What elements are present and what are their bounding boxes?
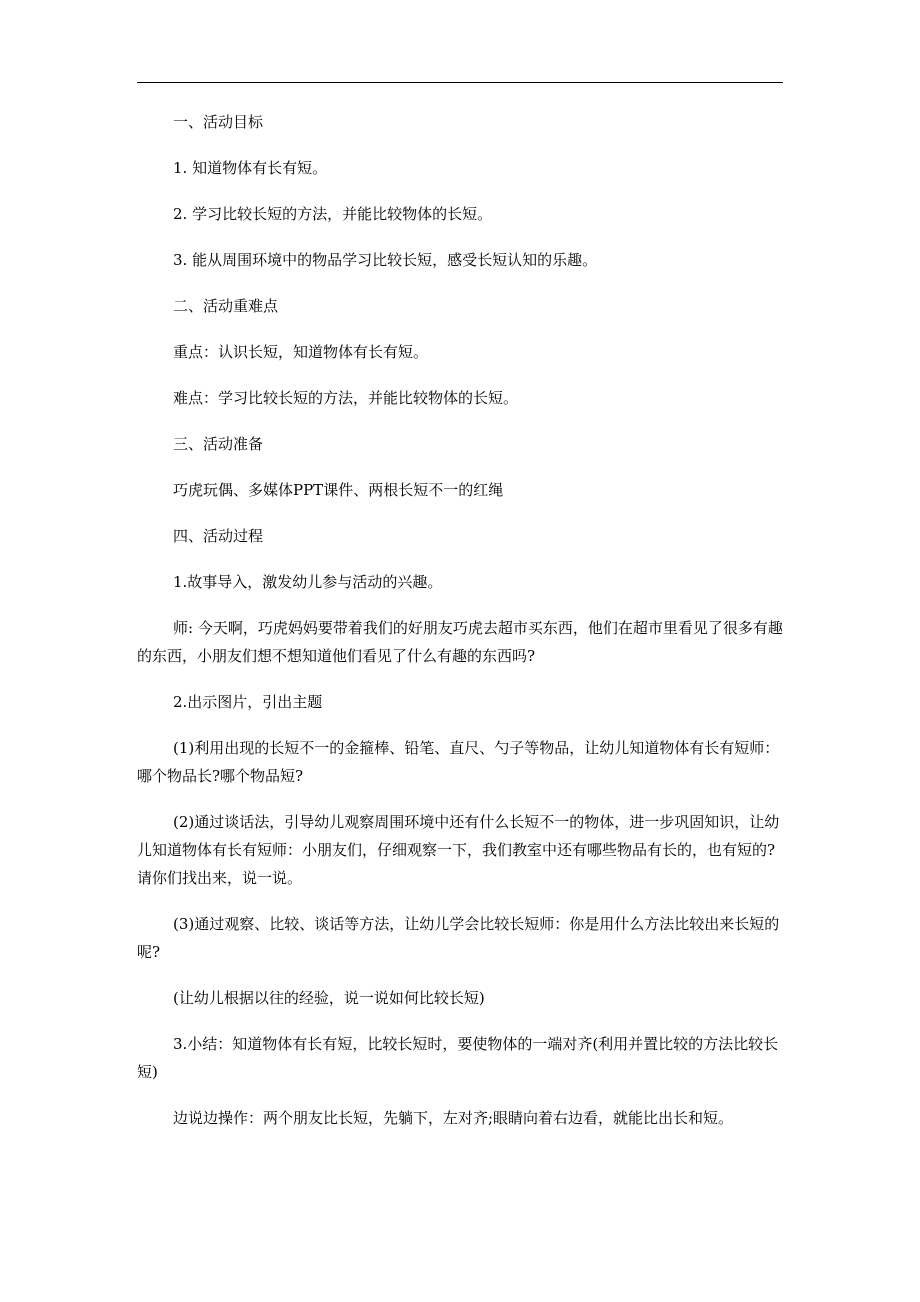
goal-item-3: 3. 能从周围环境中的物品学习比较长短，感受长短认知的乐趣。 bbox=[173, 251, 598, 269]
preparation-materials: 巧虎玩偶、多媒体PPT课件、两根长短不一的红绳 bbox=[173, 481, 504, 499]
sub-step-1: (1)利用出现的长短不一的金箍棒、铅笔、直尺、勺子等物品，让幼儿知道物体有长有短师：哪个物品长?哪个物品短? bbox=[137, 739, 780, 785]
header-rule bbox=[137, 82, 783, 83]
process-step-2: 2.出示图片，引出主题 bbox=[173, 693, 323, 711]
difficult-point: 难点：学习比较长短的方法，并能比较物体的长短。 bbox=[173, 389, 519, 407]
document-body bbox=[137, 108, 783, 1150]
section-heading-goals: 一、活动目标 bbox=[173, 113, 264, 131]
teacher-dialogue: 师: 今天啊，巧虎妈妈要带着我们的好朋友巧虎去超市买东西，他们在超市里看见了很多有趣的东西，小朋友们想不想知道他们看见了什么有趣的东西吗? bbox=[137, 619, 783, 665]
sub-step-3: (3)通过观察、比较、谈话等方法，让幼儿学会比较长短师：你是用什么方法比较出来长短的呢? bbox=[137, 915, 780, 961]
note-paragraph: (让幼儿根据以往的经验，说一说如何比较长短) bbox=[173, 989, 485, 1007]
sub-step-2: (2)通过谈话法，引导幼儿观察周围环境中还有什么长短不一的物体，进一步巩固知识，让幼儿知道物体有长有短师：小朋友们，仔细观察一下，我们教室中还有哪些物品有长的，也有短的?请你们找出来，说一说。 bbox=[137, 813, 780, 887]
process-step-1: 1.故事导入，激发幼儿参与活动的兴趣。 bbox=[173, 573, 443, 591]
section-heading-preparation: 三、活动准备 bbox=[173, 435, 264, 453]
goal-item-2: 2. 学习比较长短的方法，并能比较物体的长短。 bbox=[173, 205, 493, 223]
section-heading-process: 四、活动过程 bbox=[173, 527, 264, 545]
section-heading-key-points: 二、活动重难点 bbox=[173, 297, 279, 315]
summary-step-3: 3.小结：知道物体有长有短，比较长短时，要使物体的一端对齐(利用并置比较的方法比较长短) bbox=[137, 1035, 779, 1081]
goal-item-1: 1. 知道物体有长有短。 bbox=[173, 159, 328, 177]
operation-rhyme: 边说边操作：两个朋友比长短，先躺下，左对齐;眼睛向着右边看，就能比出长和短。 bbox=[173, 1109, 734, 1127]
key-point: 重点：认识长短，知道物体有长有短。 bbox=[173, 343, 429, 361]
